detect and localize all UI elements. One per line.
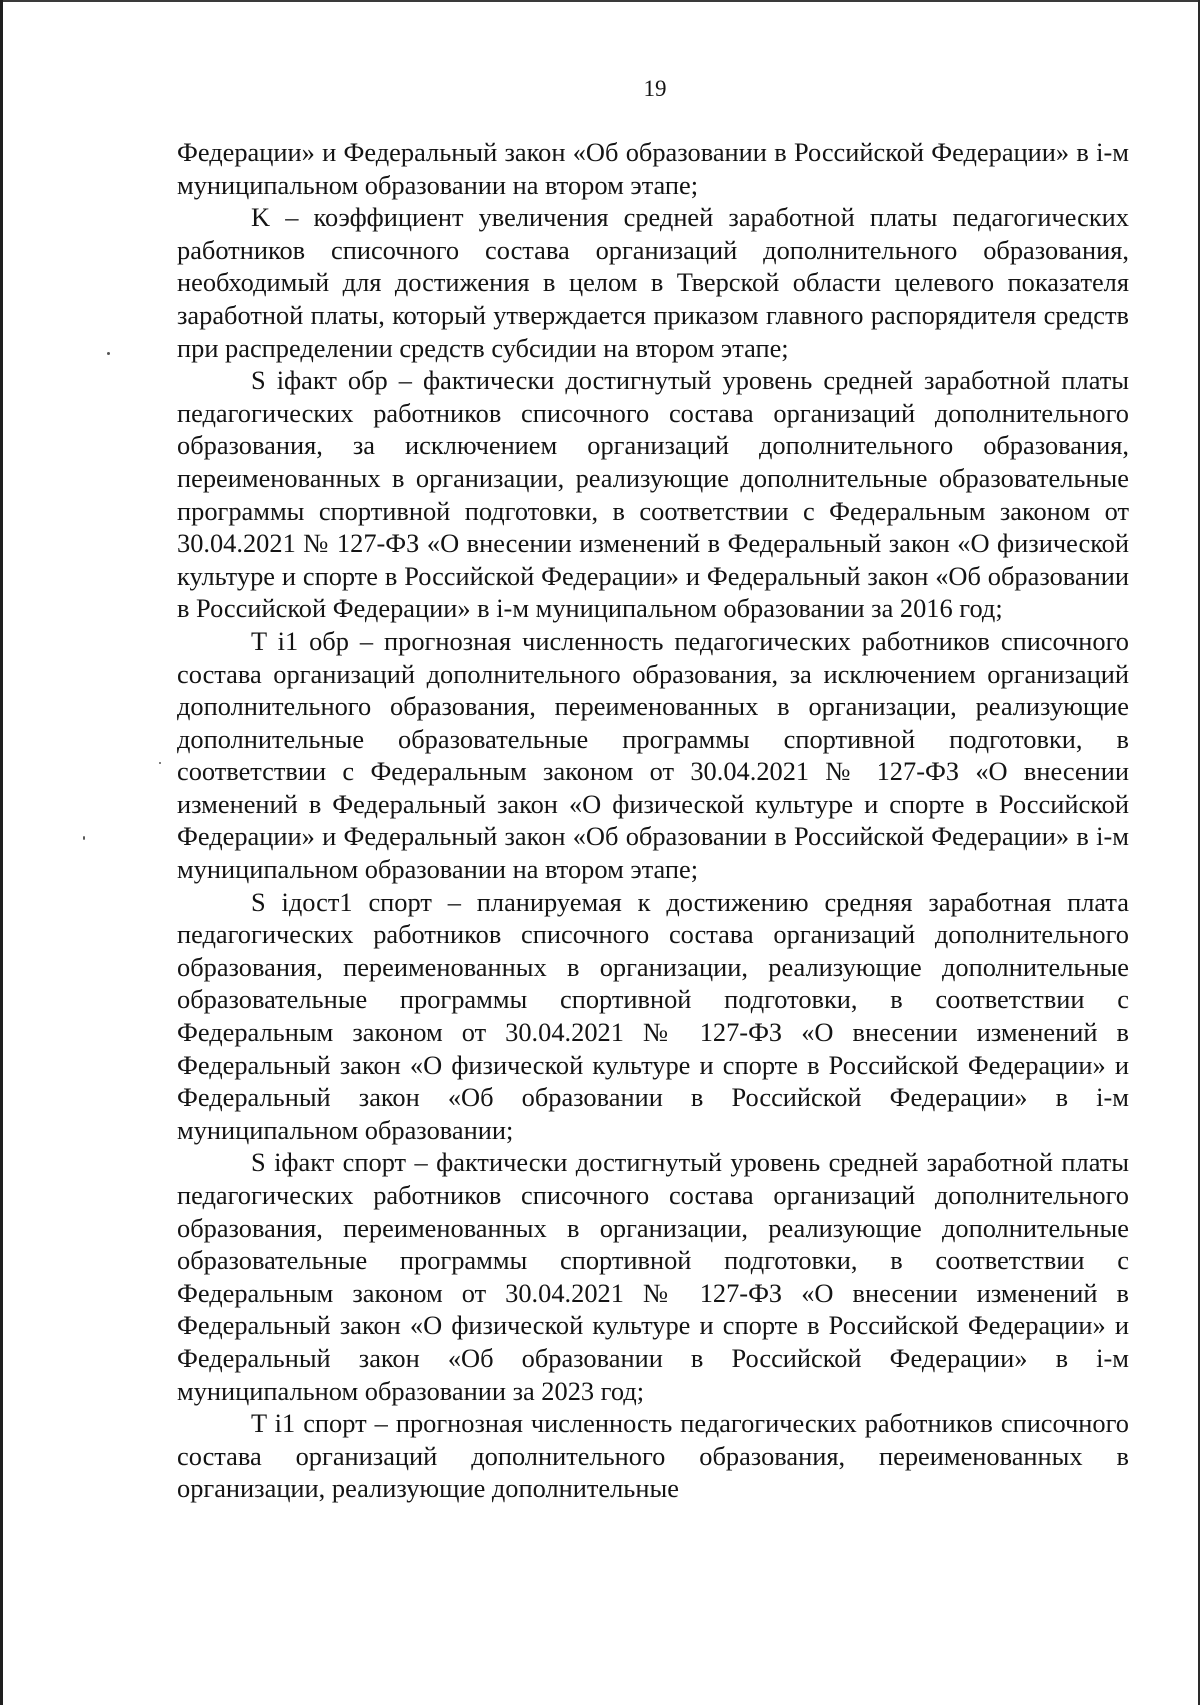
paragraph-s-fact-sport: S iфакт спорт – фактически достигнутый уровень средней заработной платы педагогических работников списочного состава организаций дополнительного образования, переименованных в организации, реализующие дополнительные образовательные программы спортивной подготовки, в соответствии с Федеральным законом от 30.04.2021 № 127-ФЗ «О внесении изменений в Федеральный закон «О физической культуре и спорте в Российской Федерации» и Федеральный закон «Об образовании в Российской Федерации» в i-м муниципальном образовании за 2023 год;	[177, 1147, 1129, 1406]
scan-speck	[83, 836, 85, 840]
paragraph-s-fact-edu: S iфакт обр – фактически достигнутый уровень средней заработной платы педагогических работников списочного состава организаций дополнительного образования, за исключением организаций дополнительного образования, переименованных в организации, реализующие дополнительные образовательные программы спортивной подготовки, в соответствии с Федеральным законом от 30.04.2021 № 127-ФЗ «О внесении изменений в Федеральный закон «О физической культуре и спорте в Российской Федерации» и Федеральный закон «Об образовании в Российской Федерации» в i-м муниципальном образовании за 2016 год;	[177, 365, 1129, 624]
paragraph-continuation: Федерации» и Федеральный закон «Об образовании в Российской Федерации» в i-м муниципальном образовании на втором этапе;	[177, 137, 1129, 200]
paragraph-t-edu: T i1 обр – прогнозная численность педагогических работников списочного состава организаций дополнительного образования, за исключением организаций дополнительного образования, переименованных в организации, реализующие дополнительные образовательные программы спортивной подготовки, в соответствии с Федеральным законом от 30.04.2021 № 127-ФЗ «О внесении изменений в Федеральный закон «О физической культуре и спорте в Российской Федерации» и Федеральный закон «Об образовании в Российской Федерации» в i-м муниципальном образовании на втором этапе;	[177, 625, 1129, 885]
document-body	[177, 136, 1129, 1505]
paragraph-t-sport: T i1 спорт – прогнозная численность педагогических работников списочного состава организаций дополнительного образования, переименованных в организации, реализующие дополнительные	[177, 1408, 1129, 1504]
scan-edge-left	[0, 0, 3, 1705]
paragraph-k-coefficient: K – коэффициент увеличения средней заработной платы педагогических работников списочного состава организаций дополнительного образования, необходимый для достижения в целом в Тверской области целевого показателя заработной платы, который утверждается приказом главного распорядителя средств при распределении средств субсидии на втором этапе;	[177, 202, 1129, 363]
paragraph-s-target-sport: S iдост1 спорт – планируемая к достижению средняя заработная плата педагогических работников списочного состава организаций дополнительного образования, переименованных в организации, реализующие дополнительные образовательные программы спортивной подготовки, в соответствии с Федеральным законом от 30.04.2021 № 127-ФЗ «О внесении изменений в Федеральный закон «О физической культуре и спорте в Российской Федерации» и Федеральный закон «Об образовании в Российской Федерации» в i-м муниципальном образовании;	[177, 886, 1129, 1145]
page-number: 19	[643, 76, 667, 101]
scan-speck	[159, 762, 161, 764]
scan-speck	[107, 352, 110, 355]
scan-edge-top	[0, 0, 1200, 2]
